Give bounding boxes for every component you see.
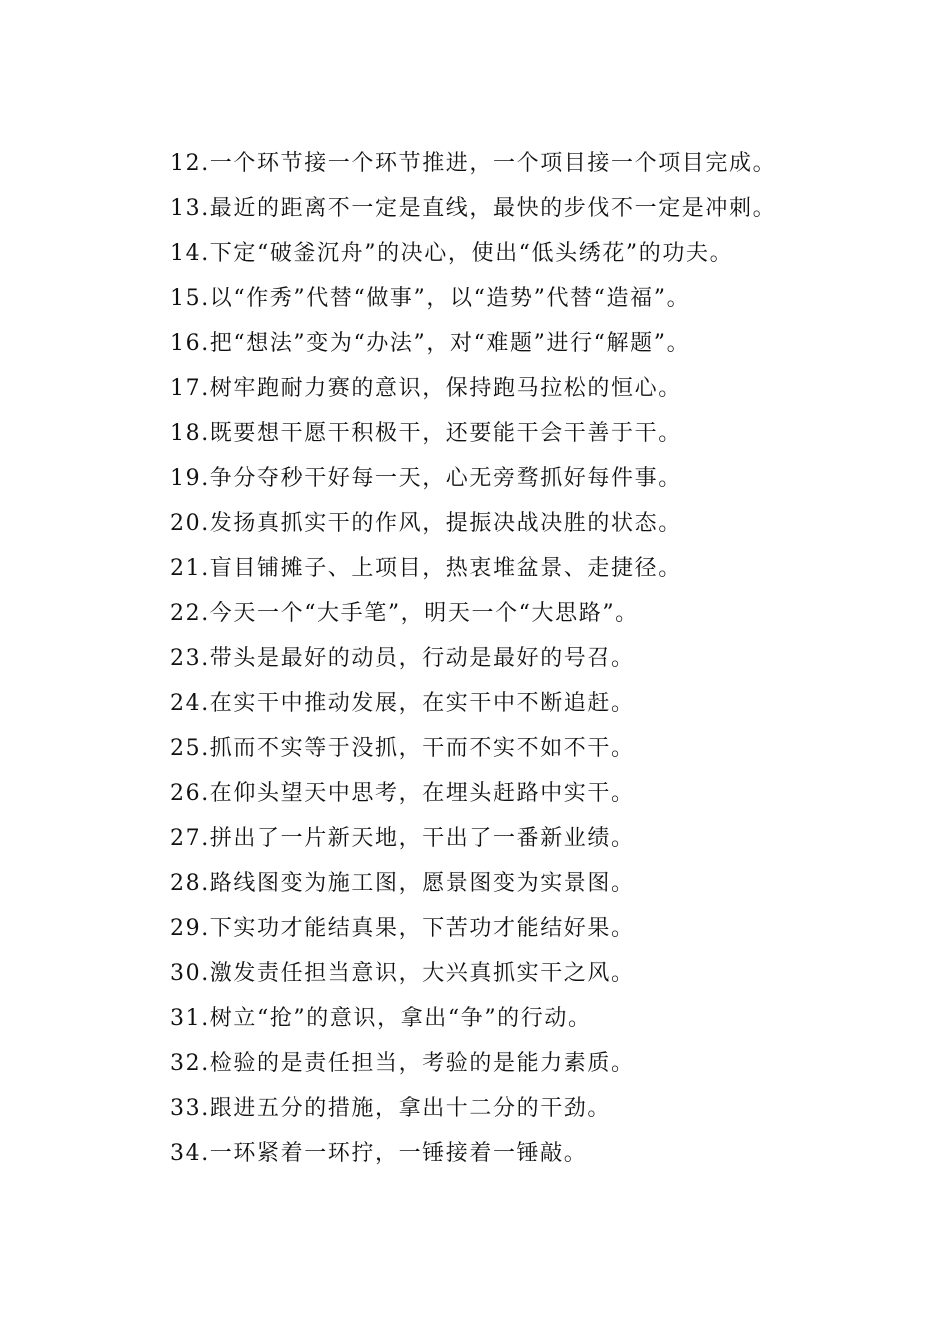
list-item: 13.最近的距离不一定是直线，最快的步伐不一定是冲刺。	[170, 196, 777, 221]
list-item: 27.拼出了一片新天地，干出了一番新业绩。	[170, 826, 635, 851]
list-item: 31.树立“抢”的意识，拿出“争”的行动。	[170, 1006, 592, 1031]
list-item: 15.以“作秀”代替“做事”，以“造势”代替“造福”。	[170, 286, 691, 311]
list-item: 14.下定“破釜沉舟”的决心，使出“低头绣花”的功夫。	[170, 241, 734, 266]
list-item: 26.在仰头望天中思考，在埋头赶路中实干。	[170, 781, 635, 806]
list-item: 17.树牢跑耐力赛的意识，保持跑马拉松的恒心。	[170, 376, 682, 401]
list-item: 25.抓而不实等于没抓，干而不实不如不干。	[170, 736, 635, 761]
list-item: 30.激发责任担当意识，大兴真抓实干之风。	[170, 961, 635, 986]
list-item: 28.路线图变为施工图，愿景图变为实景图。	[170, 871, 635, 896]
list-item: 23.带头是最好的动员，行动是最好的号召。	[170, 646, 635, 671]
list-item: 16.把“想法”变为“办法”，对“难题”进行“解题”。	[170, 331, 691, 356]
list-item: 29.下实功才能结真果，下苦功才能结好果。	[170, 916, 635, 941]
list-item: 18.既要想干愿干积极干，还要能干会干善于干。	[170, 421, 682, 446]
list-item: 32.检验的是责任担当，考验的是能力素质。	[170, 1051, 635, 1076]
list-item: 20.发扬真抓实干的作风，提振决战决胜的状态。	[170, 511, 682, 536]
list-item: 24.在实干中推动发展，在实干中不断追赶。	[170, 691, 635, 716]
line-list	[170, 141, 870, 1176]
list-item: 22.今天一个“大手笔”，明天一个“大思路”。	[170, 601, 639, 626]
list-item: 34.一环紧着一环拧，一锤接着一锤敲。	[170, 1141, 588, 1166]
list-item: 21.盲目铺摊子、上项目，热衷堆盆景、走捷径。	[170, 556, 682, 581]
list-item: 33.跟进五分的措施，拿出十二分的干劲。	[170, 1096, 611, 1121]
list-item: 19.争分夺秒干好每一天，心无旁骛抓好每件事。	[170, 466, 682, 491]
list-item: 12.一个环节接一个环节推进，一个项目接一个项目完成。	[170, 151, 777, 176]
